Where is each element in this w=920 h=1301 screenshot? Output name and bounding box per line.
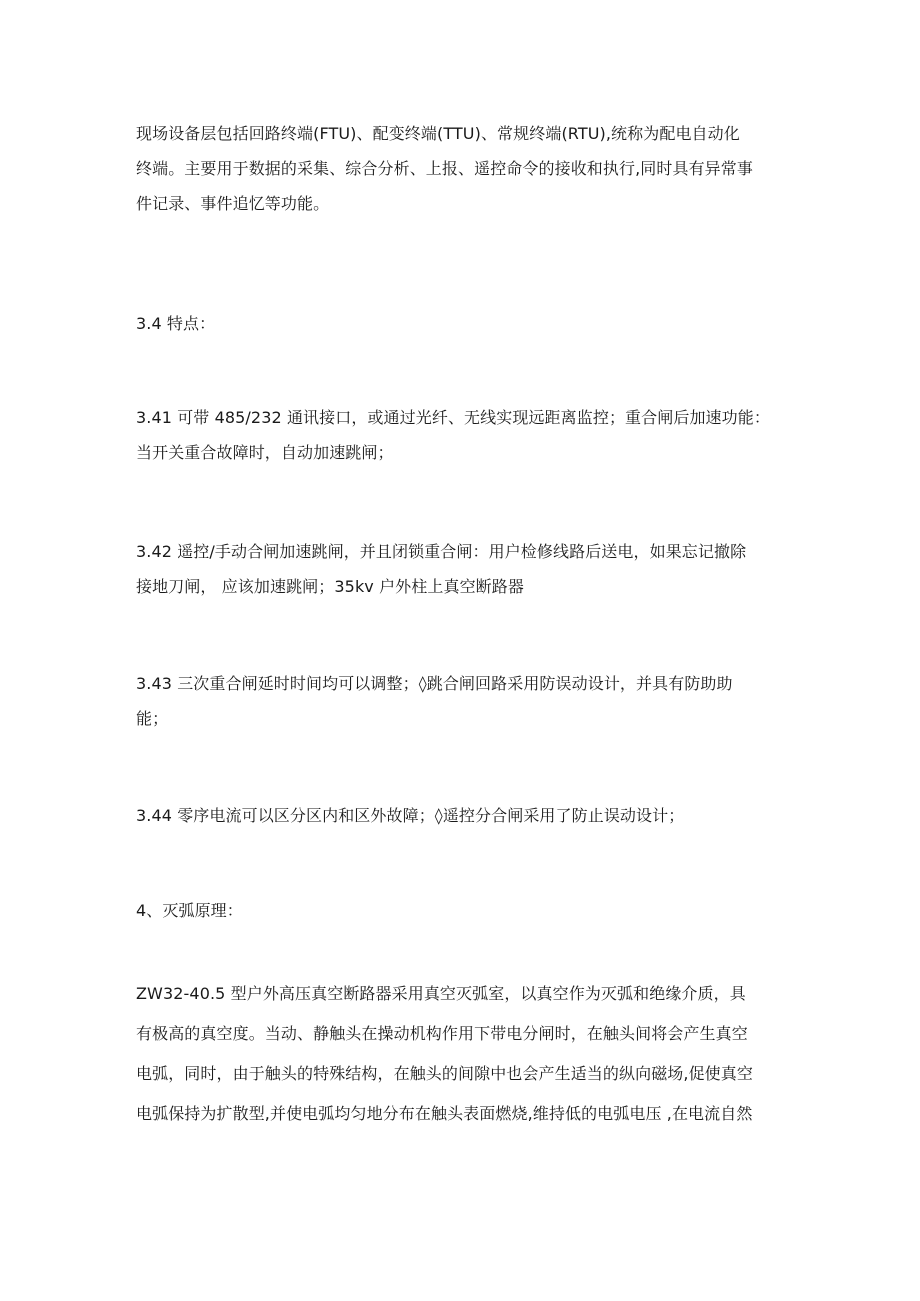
text-line: 终端。主要用于数据的采集、综合分析、上报、遥控命令的接收和执行,同时具有异常事 [136, 159, 753, 178]
text-line: 电弧保持为扩散型,并使电弧均匀地分布在触头表面燃烧,维持低的电弧电压 ,在电流自然 [136, 1104, 753, 1123]
text-line: 3.42 遥控/手动合闸加速跳闸，并且闭锁重合闸：用户检修线路后送电，如果忘记撤除 [136, 542, 747, 561]
text-line: 3.41 可带 485/232 通讯接口，或通过光纤、无线实现远距离监控；重合闸后加速功能： [136, 408, 770, 427]
text-line: 3.44 零序电流可以区分区内和区外故障；◊遥控分合闸采用了防止误动设计； [136, 806, 685, 825]
text-line: 现场设备层包括回路终端(FTU)、配变终端(TTU)、常规终端(RTU),统称为配电自动化 [136, 124, 740, 143]
heading-text: 4、灭弧原理： [136, 901, 243, 920]
arc-principle-paragraph [136, 974, 786, 1134]
text-line: 件记录、事件追忆等功能。 [136, 194, 330, 213]
feature-343-paragraph [136, 666, 786, 736]
text-line: ZW32-40.5 型户外高压真空断路器采用真空灭弧室，以真空作为灭弧和绝缘介质，具 [136, 984, 746, 1003]
section-heading-arc [136, 893, 786, 928]
heading-text: 3.4 特点： [136, 314, 216, 333]
intro-paragraph [136, 116, 786, 221]
text-line: 有极高的真空度。当动、静触头在操动机构作用下带电分闸时，在触头间将会产生真空 [136, 1024, 748, 1043]
text-line: 当开关重合故障时，自动加速跳闸； [136, 443, 394, 462]
feature-342-paragraph [136, 534, 786, 604]
text-line: 电弧，同时，由于触头的特殊结构，在触头的间隙中也会产生适当的纵向磁场,促使真空 [136, 1064, 753, 1083]
text-line: 接地刀闸， 应该加速跳闸；35kv 户外柱上真空断路器 [136, 577, 524, 596]
feature-344-paragraph [136, 798, 786, 833]
feature-341-paragraph [136, 400, 786, 470]
section-heading-features [136, 306, 786, 341]
text-line: 能； [136, 709, 169, 728]
text-line: 3.43 三次重合闸延时时间均可以调整；◊跳合闸回路采用防误动设计，并具有防助助 [136, 674, 733, 693]
